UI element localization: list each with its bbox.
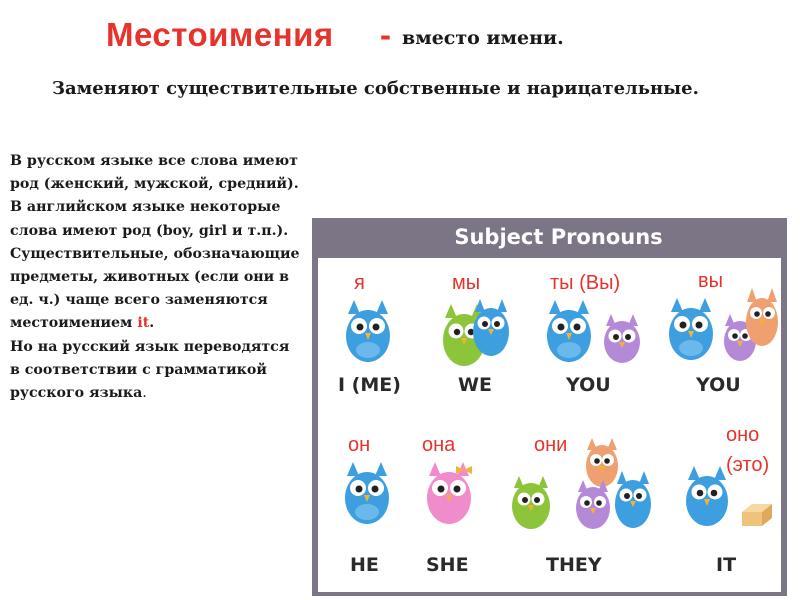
panel-title: Subject Pronouns bbox=[454, 225, 663, 249]
owl-purple-icon bbox=[572, 480, 614, 530]
title-dash: - bbox=[380, 16, 391, 53]
label-ru-ona: она bbox=[422, 434, 456, 456]
label-en-she: SHE bbox=[426, 554, 469, 576]
owl-blue-icon bbox=[540, 300, 598, 364]
page-title: Местоимения bbox=[106, 16, 334, 53]
label-ru-ono: оно bbox=[726, 424, 760, 446]
owl-blue-icon bbox=[610, 470, 656, 530]
highlight-it: it bbox=[137, 315, 150, 332]
label-en-we: WE bbox=[458, 374, 492, 396]
label-ru-eto: (это) bbox=[726, 454, 770, 476]
label-en-they: THEY bbox=[546, 554, 602, 576]
subject-pronouns-image bbox=[312, 218, 787, 596]
owl-pink-icon bbox=[420, 462, 478, 526]
paragraph-nouns-end: . bbox=[149, 315, 155, 332]
explanation-text bbox=[10, 150, 300, 405]
label-ru-ty: ты (Вы) bbox=[550, 272, 621, 294]
paragraph-nouns-it bbox=[10, 243, 300, 336]
owl-blue-icon bbox=[468, 298, 514, 358]
box-icon bbox=[740, 502, 774, 528]
owl-blue-icon bbox=[680, 466, 734, 528]
owl-blue-icon bbox=[338, 462, 396, 526]
owl-orange-icon bbox=[744, 288, 780, 348]
paragraph-translation bbox=[10, 336, 300, 406]
owl-green-icon bbox=[508, 476, 554, 530]
label-en-you-singular: YOU bbox=[566, 374, 611, 396]
label-ru-vy: вы bbox=[698, 270, 723, 292]
label-ru-ya: я bbox=[354, 272, 365, 294]
label-en-i-me: I (ME) bbox=[338, 374, 401, 396]
paragraph-translation-text: Но на русский язык переводятся в соответствии с грамматикой русского языка bbox=[10, 338, 290, 402]
owl-blue-icon bbox=[338, 300, 398, 364]
paragraph-english-gender: В английском языке некоторые слова имеют род (boy, girl и т.п.). bbox=[10, 199, 289, 239]
label-ru-my: мы bbox=[452, 272, 481, 294]
subtitle: Заменяют существительные собственные и нарицательные. bbox=[52, 78, 699, 99]
label-ru-on: он bbox=[348, 434, 371, 456]
owl-purple-icon bbox=[600, 314, 644, 364]
paragraph-nouns-text: Существительные, обозначающие предметы, животных (если они в ед. ч.) чаще всего заменяются местоимением bbox=[10, 245, 300, 332]
label-en-you-plural: YOU bbox=[696, 374, 741, 396]
label-ru-oni: они bbox=[534, 434, 568, 456]
title-definition: вместо имени. bbox=[402, 27, 564, 49]
paragraph-translation-end: . bbox=[142, 385, 147, 402]
paragraph-russian-gender: В русском языке все слова имеют род (женский, мужской, средний). bbox=[10, 153, 299, 193]
label-en-he: HE bbox=[350, 554, 379, 576]
pronoun-grid bbox=[318, 258, 781, 592]
label-en-it: IT bbox=[716, 554, 737, 576]
owl-blue-icon bbox=[662, 298, 720, 362]
